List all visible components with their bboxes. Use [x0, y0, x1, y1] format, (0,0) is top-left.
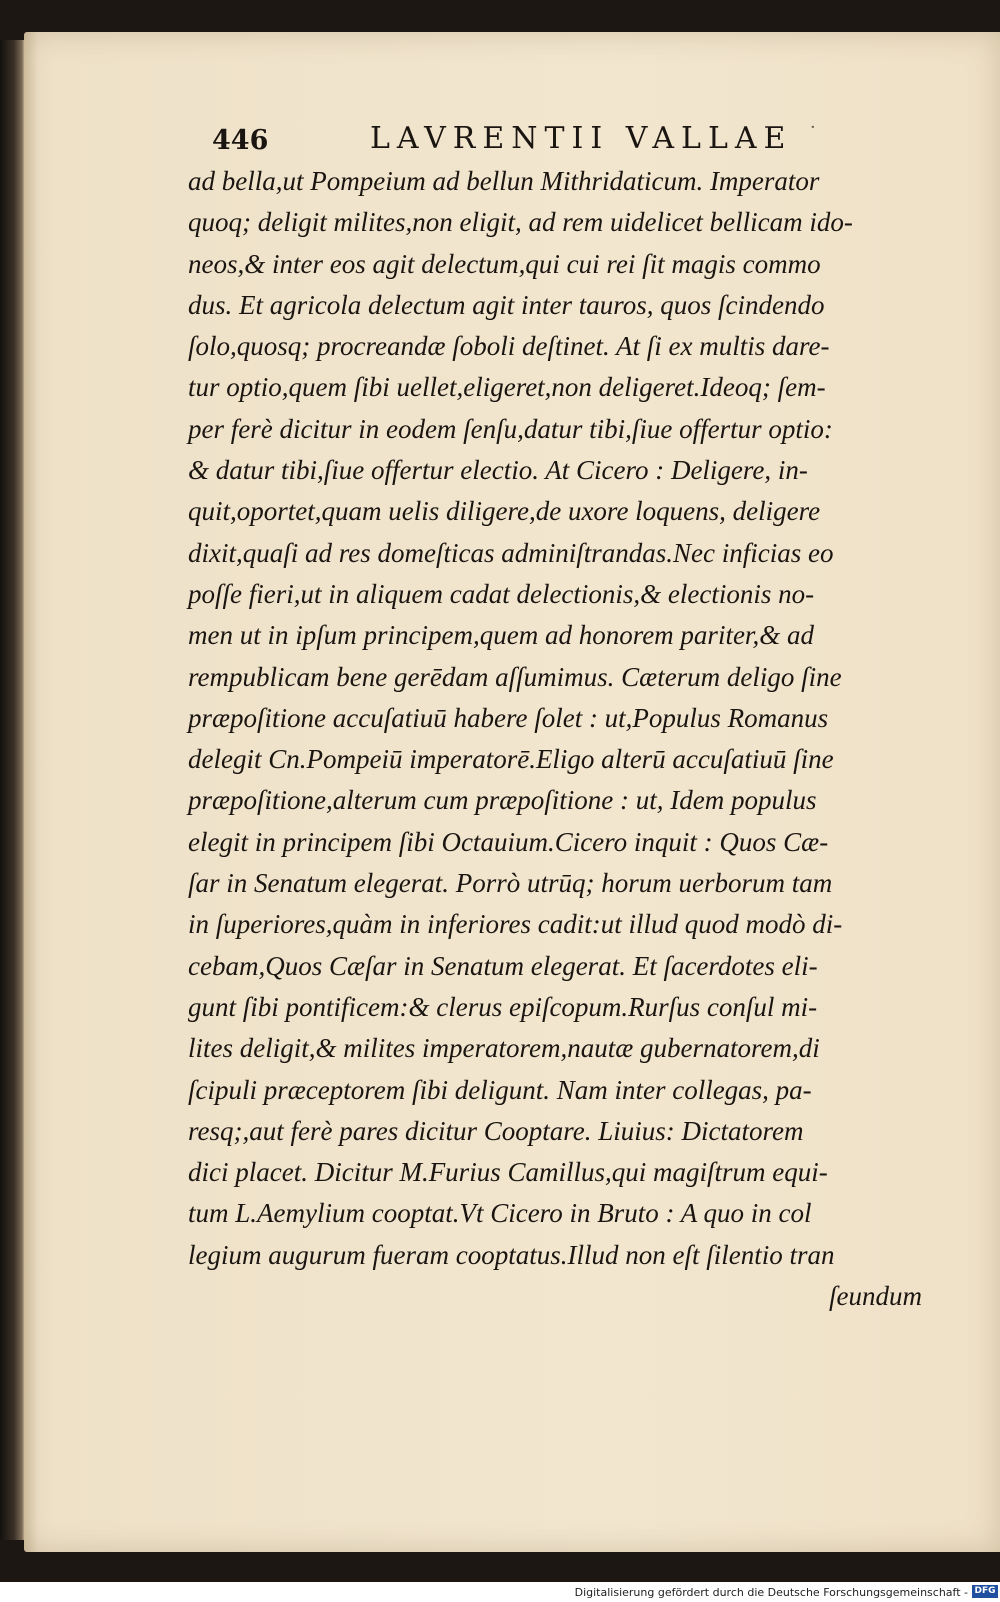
- text-line: ſcipuli præceptorem ſibi deligunt. Nam inter collegas, pa-: [188, 1074, 812, 1105]
- text-line: ſolo,quosq; procreandæ ſoboli deſtinet. At ſi ex multis dare-: [188, 331, 830, 362]
- text-line: quoq; deligit milites,non eligit, ad rem uidelicet bellicam ido-: [188, 207, 853, 238]
- text-line: ſar in Senatum elegerat. Porrò utrūq; horum uerborum tam: [188, 868, 833, 899]
- page-text-block: [188, 105, 928, 1317]
- text-line: gunt ſibi pontificem:& clerus epiſcopum.Rurſus conſul mi-: [188, 991, 818, 1022]
- text-line: quit,oportet,quam uelis diligere,de uxore loquens, deligere: [188, 496, 821, 527]
- text-line: resq;,aut ferè pares dicitur Cooptare. Liuius: Dictatorem: [188, 1115, 804, 1146]
- body-text: [188, 161, 928, 1317]
- text-line: dus. Et agricola delectum agit inter tauros, quos ſcindendo: [188, 289, 825, 320]
- page-number: 446: [212, 125, 269, 156]
- text-line: neos,& inter eos agit delectum,qui cui rei ſit magis commo: [188, 248, 821, 279]
- text-line: tum L.Aemylium cooptat.Vt Cicero in Bruto : A quo in col: [188, 1198, 812, 1229]
- text-line: men ut in ipſum principem,quem ad honorem pariter,& ad: [188, 620, 814, 651]
- text-line: rempublicam bene gerēdam aſſumimus. Cæterum deligo ſine: [188, 661, 842, 692]
- text-line: in ſuperiores,quàm in inferiores cadit:ut illud quod modò di-: [188, 909, 843, 940]
- running-head: [188, 105, 928, 161]
- digitization-footer: [0, 1582, 1000, 1602]
- dfg-logo: DFG: [972, 1585, 998, 1598]
- text-line: elegit in principem ſibi Octauium.Cicero inquit : Quos Cæ-: [188, 826, 829, 857]
- text-line: tur optio,quem ſibi uellet,eligeret,non deligeret.Ideoq; ſem-: [188, 372, 826, 403]
- ornament-mark-icon: ·: [810, 117, 816, 138]
- text-line: poſſe fieri,ut in aliquem cadat delectionis,& electionis no-: [188, 578, 815, 609]
- text-line: per ferè dicitur in eodem ſenſu,datur tibi,ſiue offertur optio:: [188, 413, 833, 444]
- text-line: ad bella,ut Pompeium ad bellun Mithridaticum. Imperator: [188, 166, 820, 196]
- funding-credit: Digitalisierung gefördert durch die Deutsche Forschungsgemeinschaft -: [574, 1586, 968, 1599]
- text-line: lites deligit,& milites imperatorem,nautæ gubernatorem,di: [188, 1033, 820, 1064]
- text-line: ſeundum: [829, 1281, 922, 1312]
- text-line: cebam,Quos Cæſar in Senatum elegerat. Et ſacerdotes eli-: [188, 950, 818, 981]
- text-line: præpoſitione,alterum cum præpoſitione : ut, Idem populus: [188, 785, 817, 816]
- book-spine-edge: [0, 40, 24, 1540]
- text-line: dixit,quaſi ad res domeſticas adminiſtrandas.Nec inficias eo: [188, 537, 834, 568]
- text-line: dici placet. Dicitur M.Furius Camillus,qui magiſtrum equi-: [188, 1157, 828, 1188]
- text-line: delegit Cn.Pompeiū imperatorē.Eligo alterū accuſatiuū ſine: [188, 744, 834, 775]
- running-title: LAVRENTII VALLAE: [370, 121, 793, 156]
- text-line: præpoſitione accuſatiuū habere ſolet : ut,Populus Romanus: [188, 702, 829, 733]
- text-line: & datur tibi,ſiue offertur electio. At Cicero : Deligere, in-: [188, 455, 808, 486]
- text-line: legium augurum fueram cooptatus.Illud non eſt ſilentio tran: [188, 1239, 835, 1270]
